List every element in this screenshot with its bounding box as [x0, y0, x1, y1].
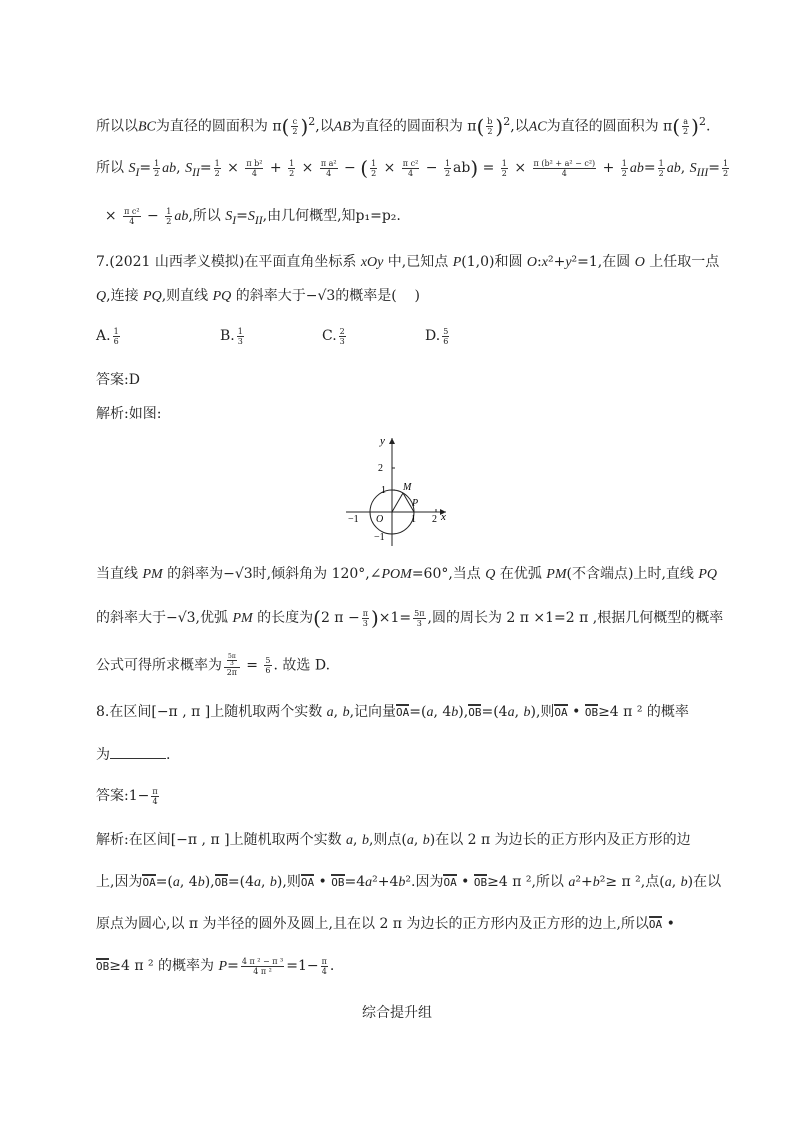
option-b: B. $\frac{1}{3}$ — [220, 326, 243, 346]
section-title: 综合提升组 — [362, 1005, 432, 1021]
problem8-explain3: 原点为圆心,以 π 为半径的圆外及圆上,且在以 2 π 为边长的正方形内及正方形的边上,所以OA • — [96, 916, 675, 932]
circle-figure — [340, 432, 452, 548]
problem7-stem-line1: 7.(2021 山西孝义模拟)在平面直角坐标系 xOy 中,已知点 P(1,0)和圆 O:x²+y²=1,在圆 O 上任取一点 — [96, 254, 720, 270]
problem6-conclusion: × $\frac{\text{π c²}}{4}$ − $\frac{1}{2}$ ab,所以 $S_I=S_{II}$,由几何概型,知p₁=p₂. — [96, 206, 401, 227]
option-c: C. $\frac{2}{3}$ — [322, 326, 345, 346]
label-ym1: −1 — [374, 532, 385, 543]
y-axis-arrow — [389, 438, 395, 444]
option-d: D. $\frac{5}{6}$ — [425, 326, 449, 346]
problem6-area-formulas: 所以 $S_I=$ $\frac{1}{2}$ ab, $S_{II}=$ $\frac{1}{2}$ × $\frac{\text{π b²}}{4}$ + $\frac{1}{2}$ × $\frac{\text{π a²}}{4}$ − ( $\frac{1}{2}$ × $\frac{\text{π c²}}{4}$ − $\frac{1}{2}$ ab) = $\frac{1}{2}$ × $\frac{\text{π (b² + a² − c²)}}{4}$ + $\frac{1}{2}$ ab= $\frac{1}{2}$ ab, $S_{III}=$ $\frac{1}{2}$ — [96, 156, 729, 180]
problem8-stem-line2: 为 . — [96, 744, 170, 765]
problem7-analysis-label: 解析:如图: — [96, 406, 162, 422]
problem8-answer: 答案:1− $\frac{\pi}{4}$ — [96, 786, 158, 806]
problem7-answer: 答案:D — [96, 372, 140, 388]
segment-om — [392, 493, 403, 512]
problem8-explain1: 解析:在区间[−π , π ]上随机取两个实数 a, b,则点(a, b)在以 2 π 为边长的正方形内及正方形的边 — [96, 832, 691, 848]
label-y1: 1 — [381, 485, 386, 496]
answer-blank — [110, 744, 166, 759]
label-x: x — [441, 511, 446, 523]
problem7-explain3: 公式可得所求概率为 $\frac{\frac{5\pi}{3}}{2\pi}$ = $\frac{5}{6}$ . 故选 D. — [96, 653, 331, 677]
problem7-stem-line2: Q,连接 PQ,则直线 PQ 的斜率大于−√3的概率是( ) — [96, 288, 421, 304]
problem6-circle-areas: 所以以BC为直径的圆面积为 π( $\frac{c}{2}$ )$^2$,以AB为直径的圆面积为 π( $\frac{b}{2}$ )$^2$,以AC为直径的圆面积为 π( $\frac{a}{2}$ )$^2$. — [96, 114, 711, 139]
label-o: O — [376, 514, 384, 525]
problem7-explain1: 当直线 PM 的斜率为−√3时,倾斜角为 120°,∠POM=60°,当点 Q 在优弧 PM(不含端点)上时,直线 PQ — [96, 566, 718, 582]
label-p: P — [412, 498, 419, 509]
problem8-explain4: OB≥4 π ² 的概率为 P= $\frac{\text{4 π ² − π ³}}{\text{4 π ²}}$ =1− $\frac{\pi}{4}$ . — [96, 956, 335, 976]
problem7-explain2: 的斜率大于−√3,优弧 PM 的长度为(2 π − $\frac{\pi}{3}$ )×1= $\frac{5\pi}{3}$ ,圆的周长为 2 π ×1=2 π ,根据几何概型的概率 — [96, 606, 724, 630]
label-m: M — [403, 482, 412, 493]
label-x1: 1 — [411, 514, 416, 525]
label-y: y — [380, 435, 385, 447]
label-y2: 2 — [378, 463, 383, 474]
label-x2: 2 — [432, 514, 437, 525]
label-xm1: −1 — [348, 514, 359, 525]
problem8-explain2: 上,因为OA=(a, 4b),OB=(4a, b),则OA • OB=4a²+4b².因为OA • OB≥4 π ²,所以 a²+b²≥ π ²,点(a, b)在以 — [96, 874, 722, 890]
option-a: A. $\frac{1}{6}$ — [96, 326, 119, 346]
problem8-stem-line1: 8.在区间[−π , π ]上随机取两个实数 a, b,记向量OA=(a, 4b),OB=(4a, b),则OA • OB≥4 π ² 的概率 — [96, 704, 689, 720]
